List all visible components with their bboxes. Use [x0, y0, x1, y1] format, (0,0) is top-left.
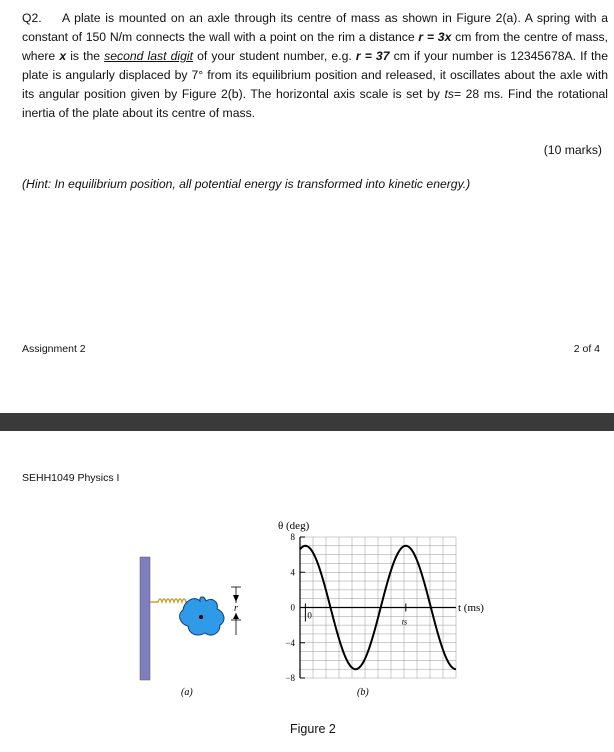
y-tick-label: 4 — [290, 567, 295, 578]
question-block — [22, 9, 608, 123]
figure-2 — [0, 505, 614, 715]
r-label: r — [234, 603, 238, 614]
x-tick-label: ts — [401, 617, 408, 627]
panel-b-label: (b) — [357, 687, 369, 698]
wall — [140, 557, 150, 680]
y-axis-label: θ (deg) — [278, 520, 310, 532]
question-number: Q2. — [22, 11, 42, 25]
page-divider — [0, 413, 614, 431]
panel-a — [140, 557, 241, 698]
y-tick-label: 8 — [290, 532, 295, 542]
marks-label: (10 marks) — [543, 143, 602, 157]
course-header: SEHH1049 Physics I — [22, 472, 120, 484]
axle — [199, 615, 203, 619]
y-tick-label: 0 — [290, 602, 295, 613]
panel-a-label: (a) — [181, 687, 193, 698]
question-text: A plate is mounted on an axle through its centre of mass as shown in Figure 2(a). A spring with a constant of 150 N/m connects the wall with a point on the rim a distance r = 3x cm from the centre of mass, where x is the second last digit of your student number, e.g. r = 37 cm if your number is 12345678A. If the plate is angularly displaced by 7° from its equilibrium position and released, it oscillates about the axle with its angular position given by Figure 2(b). The horizontal axis scale is set by ts= 28 ms. Find the rotational inertia of the plate about its centre of mass. — [22, 11, 608, 120]
spring — [150, 599, 190, 602]
y-tick-label: −4 — [285, 637, 295, 648]
x-tick-label: 0 — [307, 610, 312, 621]
panel-b-chart — [278, 520, 484, 698]
hint-text: (Hint: In equilibrium position, all potential energy is transformed into kinetic energy.) — [22, 177, 471, 191]
footer-page-number: 2 of 4 — [573, 343, 600, 355]
y-tick-label: −8 — [285, 673, 295, 683]
figure-caption: Figure 2 — [290, 722, 336, 736]
footer-assignment: Assignment 2 — [22, 343, 86, 355]
x-axis-label: t (ms) — [458, 602, 484, 614]
